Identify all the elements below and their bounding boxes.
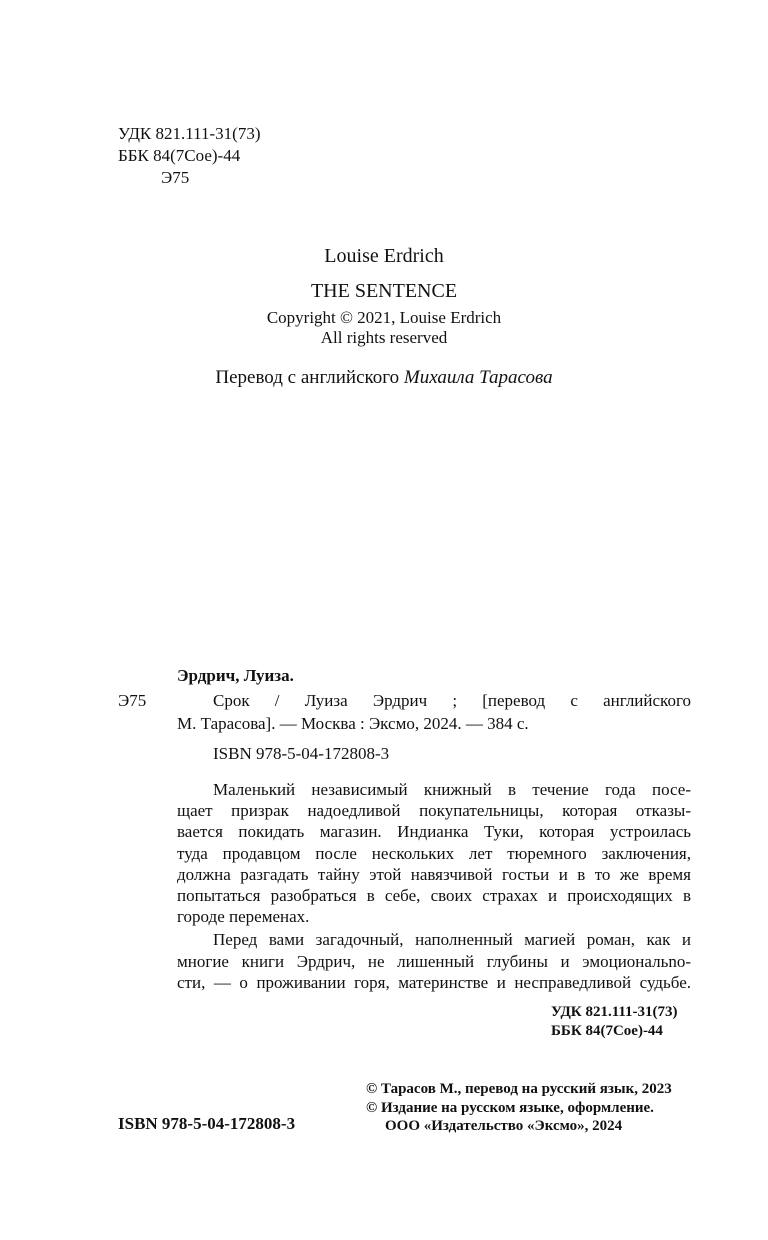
translation-prefix: Перевод с английского [215,367,400,388]
annotation [177,779,691,993]
record-line-2: М. Тарасова]. — Москва : Эксмо, 2024. — 384 с. [177,714,529,733]
annotation-line: должна разгадать тайну этой навязчивой гостьи и в то же время [177,864,691,884]
footer-copyright-translation: © Тарасов М., перевод на русский язык, 2023 [366,1081,672,1097]
annotation-line: городе переменах. [177,907,310,927]
rights-line: All rights reserved [320,328,448,347]
translation-line [0,366,768,390]
translator-name: Михаила Тарасова [403,367,553,388]
annotation-line: туда продавцом после нескольких лет тюремного заключения, [177,843,691,863]
original-author: Louise Erdrich [324,245,444,267]
udk-code-bold: УДК 821.111-31(73) [551,1004,678,1020]
copyright-line: Copyright © 2021, Louise Erdrich [266,308,502,327]
annotation-line: щает призрак надоедливой покупательницы, которая отказы- [177,801,691,821]
author-mark: Э75 [161,168,190,187]
record-line-1: Срок / Луиза Эрдрич ; [перевод с английского [213,691,691,710]
footer-publisher: ООО «Издательство «Эксмо», 2024 [385,1118,623,1134]
udk-code: УДК 821.111-31(73) [118,124,261,143]
annotation-line: многие книги Эрдрич, не лишенный глубины и эмоциональno- [177,951,691,971]
annotation-line: Маленький независимый книжный в течение года посе- [213,780,691,799]
annotation-line: сти, — о проживании горя, материнстве и несправедливой судьбе. [177,972,691,992]
annotation-line: попытаться разобраться в себе, своих страхах и происходящих в [177,886,691,906]
record-isbn: ISBN 978-5-04-172808-3 [213,744,390,763]
bbk-code-bold: ББК 84(7Сое)-44 [551,1023,663,1039]
footer-copyright-edition: © Издание на русском языке, оформление. [366,1100,654,1116]
footer-isbn: ISBN 978-5-04-172808-3 [118,1114,296,1133]
bbk-code: ББК 84(7Сое)-44 [118,146,241,165]
annotation-line: вается покидать магазин. Индианка Туки, которая устроилась [177,822,691,842]
record-author-heading: Эрдрич, Луиза. [177,666,294,685]
record-mark: Э75 [118,691,147,710]
annotation-line: Перед вами загадочный, наполненный магией роман, как и [213,930,691,950]
original-title: THE SENTENCE [310,280,458,302]
